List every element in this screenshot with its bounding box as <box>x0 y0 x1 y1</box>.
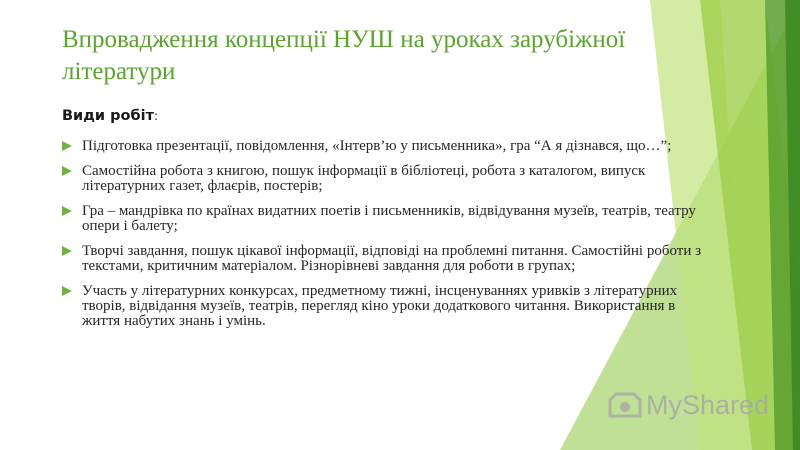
bullet-item <box>62 139 710 154</box>
bullet-text: Гра – мандрівка по країнах видатних поетів і письменників, відвідування музеїв, театрів, театру опери і балету; <box>82 203 696 234</box>
subtitle-text: Види робіт <box>62 108 154 124</box>
bullet-text: Самостійна робота з книгою, пошук інформації в бібліотеці, робота з каталогом, випуск літературних газет, флаєрів, постерів; <box>82 163 646 194</box>
bullet-item <box>62 164 710 194</box>
bullet-arrow-icon <box>62 286 72 296</box>
bullet-list <box>62 139 710 339</box>
bullet-arrow-icon <box>62 206 72 216</box>
watermark-text: MyShared <box>646 390 770 420</box>
bullet-text: Підготовка презентації, повідомлення, «Інтерв’ю у письменника», гра “А я дізнався, що…”; <box>82 138 672 154</box>
watermark <box>606 388 770 422</box>
subtitle-colon: : <box>153 109 159 123</box>
bullet-item <box>62 284 710 329</box>
bullet-item <box>62 244 710 274</box>
section-subtitle <box>62 108 158 124</box>
bullet-item <box>62 204 710 234</box>
bullet-text: Творчі завдання, пошук цікавої інформації, відповіді на проблемні питання. Самостійні роботи з текстами, критичним матеріалом. Різнорівневі завдання для роботи в групах; <box>82 243 702 274</box>
bullet-text: Участь у літературних конкурсах, предметному тижні, інсценуваннях уривків з літературних творів, відвідання музеїв, театрів, перегляд кіно уроки додаткового читання. Використання в життя набутих знань і умінь. <box>82 283 678 329</box>
bullet-arrow-icon <box>62 246 72 256</box>
slide-title: Впровадження концепції НУШ на уроках зарубіжної літератури <box>62 26 626 85</box>
myshared-logo-icon <box>606 388 644 422</box>
bullet-arrow-icon <box>62 166 72 176</box>
bullet-arrow-icon <box>62 141 72 151</box>
